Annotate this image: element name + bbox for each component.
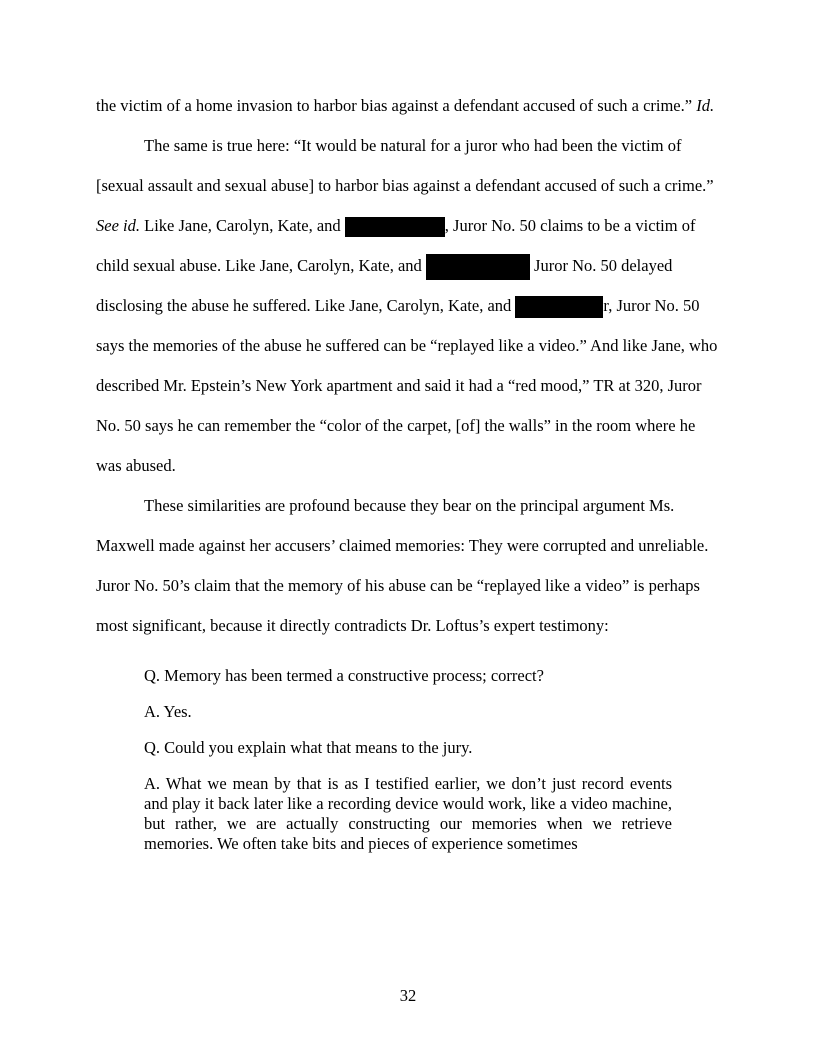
citation-italic: See id. bbox=[96, 216, 140, 235]
body-paragraph-similarities bbox=[96, 126, 721, 486]
text-run: Like Jane, Carolyn, Kate, and bbox=[139, 216, 345, 235]
text-run: A. Yes. bbox=[144, 702, 192, 721]
body-paragraph-continuation bbox=[96, 86, 721, 126]
text-run: r, Juror No. 50 says the memories of the abuse he suffered can be “replayed like a video.” And like Jane, who described Mr. Epstein’s New York apartment and said it had a “red mood,” TR at 320, Juror No. 50 says he can remember the “color of the carpet, [of] the walls” in the room where he was abused. bbox=[96, 296, 718, 475]
quote-question-1 bbox=[144, 666, 672, 686]
text-run: A. What we mean by that is as I testified earlier, we don’t just record events and play it back later like a recording device would work, like a video machine, but rather, we are actually constructing our memories when we retrieve memories. We often take bits and pieces of experience sometimes bbox=[144, 774, 672, 853]
text-run: , Juror No. 50 claims to be a victim of child sexual abuse. Like Jane, Carolyn, Kate, and bbox=[96, 216, 696, 275]
text-run: Juror No. 50 delayed disclosing the abuse he suffered. Like Jane, Carolyn, Kate, and bbox=[96, 256, 673, 315]
text-run: the victim of a home invasion to harbor bias against a defendant accused of such a crime.” bbox=[96, 96, 697, 115]
citation-italic: Id. bbox=[696, 96, 715, 115]
text-run: Q. Could you explain what that means to the jury. bbox=[144, 738, 473, 757]
document-body bbox=[96, 86, 721, 854]
text-run: These similarities are profound because they bear on the principal argument Ms. Maxwell made against her accusers’ claimed memories: They were corrupted and unreliable. Juror No. 50’s claim that the memory of his abuse can be “replayed like a video” is perhaps most significant, because it directly contradicts Dr. Loftus’s expert testimony: bbox=[96, 496, 709, 635]
quote-question-2 bbox=[144, 738, 672, 758]
redaction-bar bbox=[345, 217, 445, 237]
page-number: 32 bbox=[399, 986, 417, 1005]
text-run: The same is true here: “It would be natural for a juror who had been the victim of [sexual assault and sexual abuse] to harbor bias against a defendant accused of such a crime.” bbox=[96, 136, 714, 195]
redaction-bar bbox=[515, 296, 603, 318]
body-paragraph-argument bbox=[96, 486, 721, 646]
text-run: Q. Memory has been termed a constructive process; correct? bbox=[144, 666, 544, 685]
redaction-bar bbox=[426, 254, 530, 280]
quote-answer-2 bbox=[144, 774, 672, 854]
quote-answer-1 bbox=[144, 702, 672, 722]
